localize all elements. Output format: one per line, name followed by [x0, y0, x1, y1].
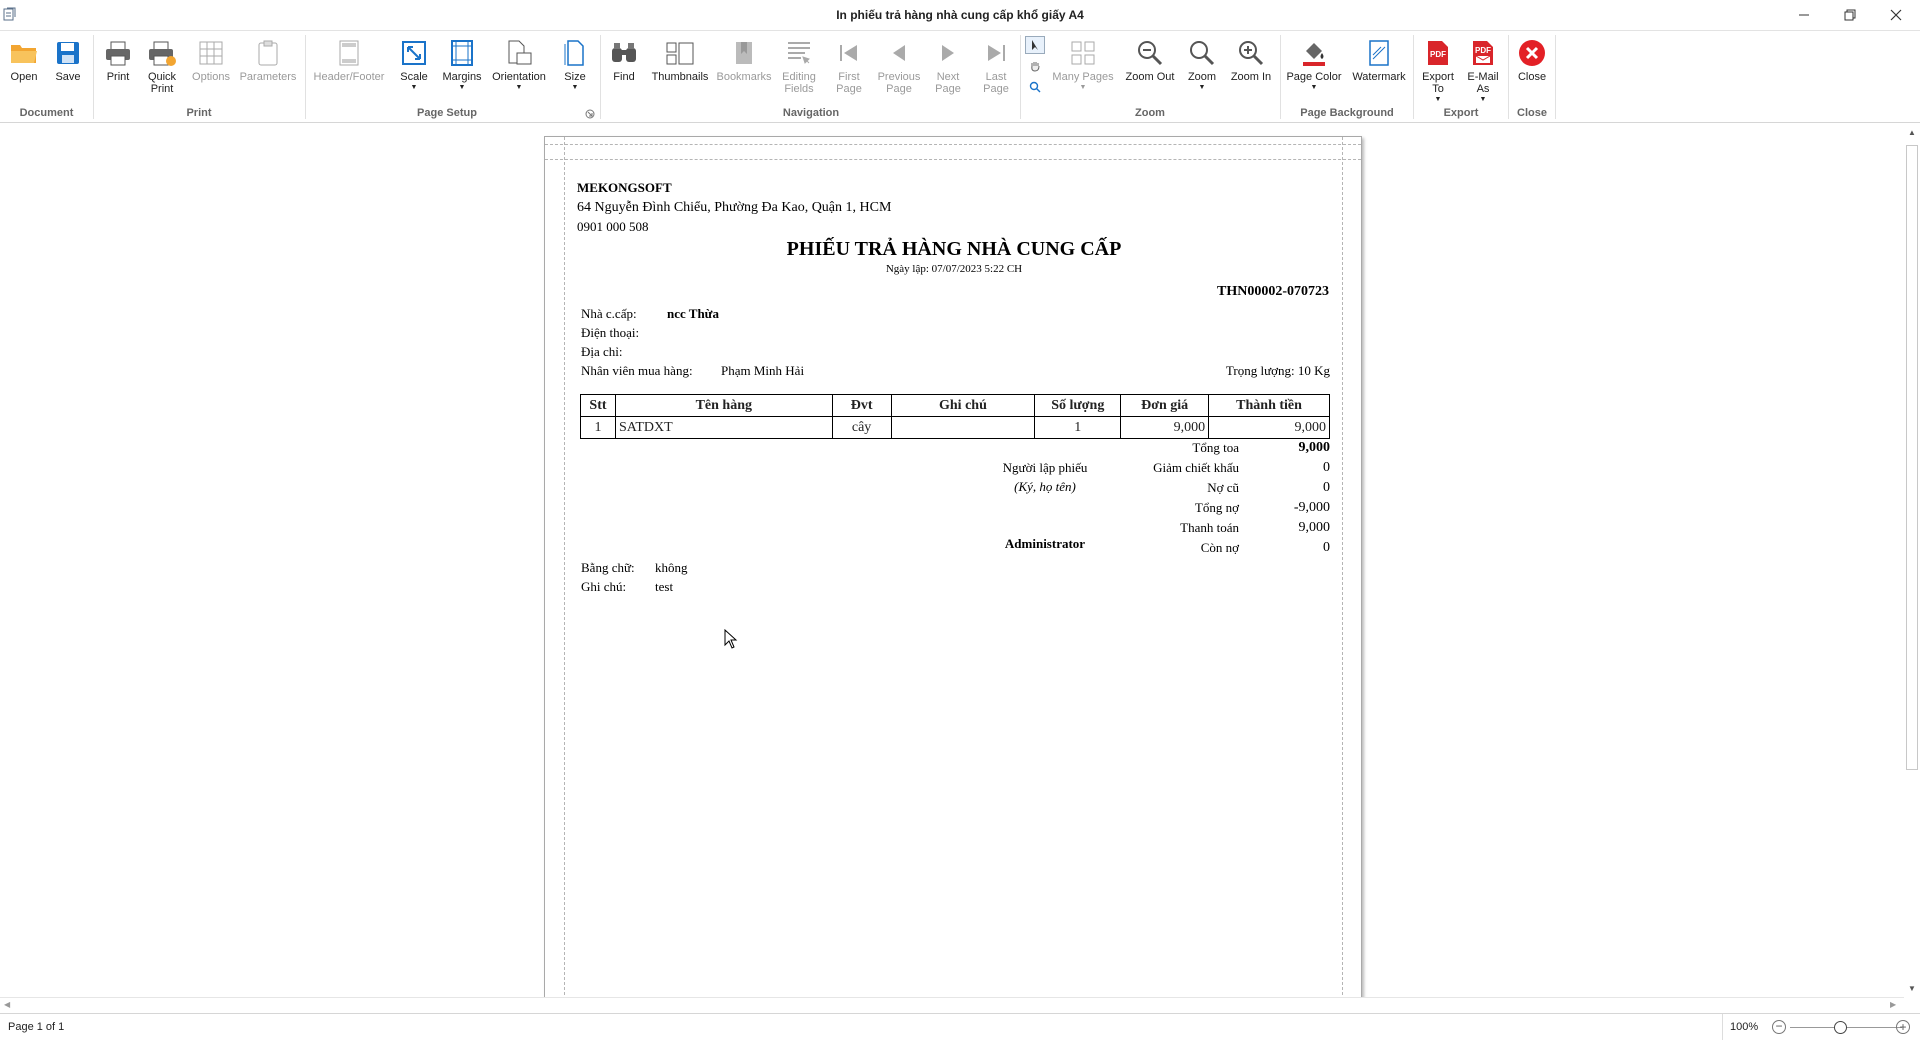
- zoom-out-icon: [1136, 35, 1164, 71]
- margin-guide: [545, 159, 1361, 160]
- signer-title: Người lập phiếu: [1002, 460, 1088, 475]
- margins-label: Margins: [442, 71, 482, 83]
- document-title: PHIẾU TRẢ HÀNG NHÀ CUNG CẤP: [786, 238, 1122, 260]
- page-setup-dialog-launcher-icon[interactable]: [583, 107, 597, 121]
- open-button[interactable]: [6, 35, 42, 83]
- page-size-icon: [563, 35, 587, 71]
- watermark-button[interactable]: [1350, 35, 1408, 83]
- chevron-down-icon: ▼: [515, 84, 523, 91]
- header-footer-icon: [338, 35, 360, 71]
- signer-name: Administrator: [1004, 536, 1086, 551]
- last-page-label: Last Page: [983, 71, 1009, 95]
- options-label: Options: [192, 71, 230, 83]
- chevron-down-icon: ▼: [1310, 84, 1318, 91]
- next-page-button[interactable]: [928, 35, 968, 95]
- first-page-icon: [837, 35, 861, 71]
- zoom-level: 100%: [1730, 1021, 1759, 1033]
- created-date: Ngày lập: 07/07/2023 5:22 CH: [885, 263, 1023, 275]
- horizontal-scrollbar[interactable]: [0, 997, 1904, 1013]
- export-to-button[interactable]: [1418, 35, 1458, 103]
- margin-guide: [545, 144, 1361, 145]
- cell-unit-price: 9,000: [1121, 417, 1209, 439]
- editing-fields-label: Editing Fields: [782, 71, 816, 95]
- summary-value-total-debt: -9,000: [1293, 500, 1330, 515]
- header-footer-label: Header/Footer: [313, 71, 385, 83]
- svg-text:PDF: PDF: [1430, 50, 1446, 59]
- first-page-button[interactable]: [830, 35, 868, 95]
- group-label-zoom: Zoom: [1135, 107, 1165, 119]
- zoom-out-label: Zoom Out: [1125, 71, 1175, 83]
- company-name: MEKONGSOFT: [577, 180, 672, 195]
- orientation-label: Orientation: [492, 71, 546, 83]
- summary-label-total: Tổng toa: [1192, 440, 1239, 455]
- header-footer-button[interactable]: [310, 35, 388, 83]
- next-page-label: Next Page: [935, 71, 961, 95]
- chevron-down-icon: ▼: [458, 84, 466, 91]
- previous-page-button[interactable]: [874, 35, 924, 95]
- email-as-label: E-Mail As: [1467, 71, 1499, 95]
- export-to-label: Export To: [1422, 71, 1454, 95]
- paint-bucket-icon: [1300, 35, 1328, 71]
- many-pages-button[interactable]: [1052, 35, 1114, 91]
- group-label-page-setup: Page Setup: [417, 107, 477, 119]
- close-label: Close: [1517, 71, 1547, 83]
- cell-unit: cây: [832, 417, 891, 439]
- staff-value: Phạm Minh Hải: [721, 363, 805, 378]
- find-button[interactable]: [606, 35, 642, 83]
- window-close-button[interactable]: [1873, 0, 1919, 30]
- table-header-row: [581, 395, 1330, 417]
- zoom-in-button[interactable]: [1228, 35, 1274, 83]
- thumbnails-button[interactable]: [650, 35, 710, 83]
- summary-label-discount: Giảm chiết khấu: [1153, 460, 1239, 475]
- quick-printer-icon: [147, 35, 177, 71]
- in-words-label: Bằng chữ:: [581, 560, 635, 575]
- close-circle-icon: [1517, 35, 1547, 71]
- magnifier-tool-icon[interactable]: [1025, 78, 1045, 96]
- zoom-in-icon: [1237, 35, 1265, 71]
- vertical-scroll-thumb[interactable]: [1906, 145, 1918, 770]
- previous-page-icon: [887, 35, 911, 71]
- column-header-unit: Đvt: [832, 395, 891, 417]
- binoculars-icon: [609, 35, 639, 71]
- weight: Trọng lượng: 10 Kg: [1225, 363, 1330, 378]
- chevron-down-icon: ▼: [410, 84, 418, 91]
- cell-stt: 1: [581, 417, 616, 439]
- orientation-button[interactable]: [490, 35, 548, 91]
- column-header-note: Ghi chú: [891, 395, 1035, 417]
- bookmarks-label: Bookmarks: [716, 71, 772, 83]
- parameters-label: Parameters: [239, 71, 297, 83]
- summary-label-old-debt: Nợ cũ: [1207, 480, 1239, 495]
- note-label: Ghi chú:: [581, 579, 627, 594]
- editing-fields-icon: [785, 35, 813, 71]
- pointer-tool-icon[interactable]: [1025, 36, 1045, 54]
- phone-label: Điện thoại:: [581, 325, 640, 340]
- scroll-left-icon[interactable]: ◀: [4, 1000, 11, 1009]
- items-table: [580, 394, 1330, 439]
- chevron-down-icon: ▼: [1479, 96, 1487, 103]
- next-page-icon: [936, 35, 960, 71]
- clipboard-icon: [256, 35, 280, 71]
- zoom-plus-icon[interactable]: +: [1896, 1020, 1910, 1034]
- summary-value-remaining: 0: [1323, 540, 1330, 555]
- previous-page-label: Previous Page: [877, 71, 921, 95]
- watermark-icon: [1367, 35, 1391, 71]
- summary-label-remaining: Còn nợ: [1200, 540, 1239, 555]
- column-header-stt: Stt: [581, 395, 616, 417]
- chevron-down-icon: ▼: [571, 84, 579, 91]
- scroll-down-icon[interactable]: ▼: [1908, 984, 1916, 993]
- company-phone: 0901 000 508: [577, 219, 649, 234]
- preview-area[interactable]: [0, 124, 1904, 997]
- chevron-down-icon: ▼: [1079, 84, 1087, 91]
- scale-button[interactable]: [396, 35, 432, 91]
- magnifier-icon: [1188, 35, 1216, 71]
- margins-icon: [450, 35, 474, 71]
- cell-amount: 9,000: [1209, 417, 1330, 439]
- watermark-label: Watermark: [1352, 71, 1406, 83]
- summary-label-payment: Thanh toán: [1180, 520, 1239, 535]
- options-grid-icon: [197, 35, 225, 71]
- summary-value-payment: 9,000: [1298, 520, 1330, 535]
- separator: [1555, 35, 1556, 119]
- quick-print-button[interactable]: [142, 35, 182, 95]
- company-address: 64 Nguyễn Đình Chiểu, Phường Đa Kao, Quận 1, HCM: [577, 200, 892, 215]
- group-label-document: Document: [19, 107, 74, 119]
- scale-label: Scale: [400, 71, 428, 83]
- margins-button[interactable]: [440, 35, 484, 91]
- thumbnails-label: Thumbnails: [651, 71, 709, 83]
- scroll-up-icon[interactable]: ▲: [1908, 128, 1916, 137]
- last-page-icon: [984, 35, 1008, 71]
- ribbon-toolbar: [0, 31, 1920, 123]
- page-color-button[interactable]: [1284, 35, 1344, 91]
- chevron-down-icon: ▼: [1434, 96, 1442, 103]
- zoom-in-label: Zoom In: [1230, 71, 1272, 83]
- bookmarks-button[interactable]: [716, 35, 772, 83]
- zoom-button[interactable]: [1184, 35, 1220, 91]
- status-bar: [0, 1013, 1920, 1039]
- save-label: Save: [55, 71, 81, 83]
- first-page-label: First Page: [836, 71, 862, 95]
- open-label: Open: [10, 71, 38, 83]
- thumbnails-icon: [665, 35, 695, 71]
- group-label-page-background: Page Background: [1300, 107, 1394, 119]
- column-header-quantity: Số lượng: [1035, 395, 1121, 417]
- zoom-out-button[interactable]: [1124, 35, 1176, 83]
- column-header-unit-price: Đơn giá: [1121, 395, 1209, 417]
- group-label-close: Close: [1517, 107, 1547, 119]
- mouse-cursor-icon: [724, 629, 738, 649]
- bookmark-icon: [733, 35, 755, 71]
- hand-tool-icon[interactable]: [1025, 57, 1045, 75]
- folder-icon: [9, 35, 39, 71]
- zoom-minus-icon[interactable]: −: [1772, 1020, 1786, 1034]
- cell-quantity: 1: [1035, 417, 1121, 439]
- options-button[interactable]: [189, 35, 233, 83]
- scroll-right-icon[interactable]: ▶: [1890, 1000, 1897, 1009]
- report-page: [544, 136, 1362, 1016]
- table-row: [581, 417, 1330, 439]
- find-label: Find: [613, 71, 635, 83]
- address-label: Địa chỉ:: [581, 344, 623, 359]
- floppy-disk-icon: [55, 35, 81, 71]
- orientation-icon: [505, 35, 533, 71]
- supplier-label: Nhà c.cấp:: [581, 306, 637, 321]
- group-label-navigation: Navigation: [782, 107, 840, 119]
- minimize-button[interactable]: [1781, 0, 1827, 30]
- print-button[interactable]: [100, 35, 136, 83]
- zoom-label: Zoom: [1187, 71, 1217, 83]
- cell-product: SATDXT: [615, 417, 832, 439]
- supplier-value: ncc Thừa: [667, 306, 719, 321]
- pdf-icon: [1425, 35, 1451, 71]
- print-label: Print: [106, 71, 130, 83]
- size-button[interactable]: [558, 35, 592, 91]
- scale-icon: [401, 35, 427, 71]
- column-header-product: Tên hàng: [615, 395, 832, 417]
- many-pages-icon: [1070, 35, 1096, 71]
- chevron-down-icon: ▼: [1198, 84, 1206, 91]
- window-title: In phiếu trả hàng nhà cung cấp khổ giấy A4: [836, 8, 1084, 22]
- svg-text:PDF: PDF: [1475, 46, 1491, 55]
- document-code: THN00002-070723: [1217, 284, 1329, 299]
- staff-label: Nhân viên mua hàng:: [581, 363, 693, 378]
- last-page-button[interactable]: [976, 35, 1016, 95]
- column-header-amount: Thành tiền: [1209, 395, 1330, 417]
- zoom-slider-thumb[interactable]: [1834, 1021, 1847, 1034]
- title-bar: [0, 0, 1920, 31]
- cell-note: [891, 417, 1035, 439]
- many-pages-label: Many Pages: [1052, 71, 1114, 83]
- group-label-export: Export: [1443, 107, 1479, 119]
- group-label-print: Print: [186, 107, 212, 119]
- editing-fields-button[interactable]: [776, 35, 822, 95]
- size-label: Size: [564, 71, 586, 83]
- restore-button[interactable]: [1827, 0, 1873, 30]
- page-indicator: Page 1 of 1: [8, 1021, 65, 1033]
- quick-print-label: Quick Print: [147, 71, 177, 95]
- summary-value-total: 9,000: [1298, 440, 1330, 455]
- close-preview-button[interactable]: [1514, 35, 1550, 83]
- separator: [1722, 1014, 1723, 1040]
- pdf-email-icon: [1470, 35, 1496, 71]
- printer-icon: [104, 35, 132, 71]
- in-words-value: không: [655, 560, 688, 575]
- summary-value-old-debt: 0: [1323, 480, 1330, 495]
- page-color-label: Page Color: [1286, 71, 1342, 83]
- save-button[interactable]: [50, 35, 86, 83]
- signer-note: (Ký, họ tên): [1014, 479, 1076, 494]
- email-as-button[interactable]: [1463, 35, 1503, 103]
- summary-label-total-debt: Tổng nợ: [1194, 500, 1239, 515]
- note-value: test: [655, 579, 674, 594]
- summary-value-discount: 0: [1323, 460, 1330, 475]
- parameters-button[interactable]: [240, 35, 296, 83]
